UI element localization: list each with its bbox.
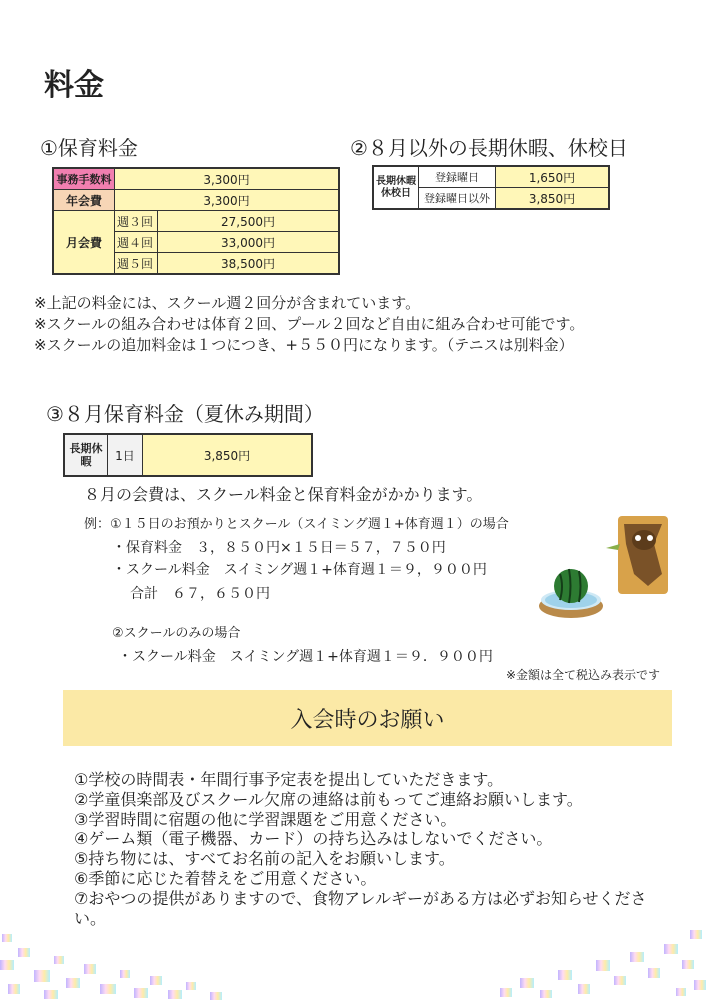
monthly-price: 33,000円 (158, 232, 340, 253)
monthly-fee-label: 月会費 (53, 211, 115, 275)
request-item: ④ゲーム類（電子機器、カード）の持ち込みはしないでください。 (74, 829, 553, 849)
request-item: ③学習時間に宿題の他に学習課題をご用意ください。 (74, 809, 457, 829)
note-line: ※スクールの組み合わせは体育２回、プール２回など自由に組み合わせ可能です。 (34, 315, 585, 333)
example-title: 例：①１５日のお預かりとスクール（スイミング週１+体育週１）の場合 (84, 517, 509, 532)
note-line: ※スクールの追加料金は１つにつき、+５５０円になります。（テニスは別料金） (34, 336, 574, 354)
request-item: ②学童倶楽部及びスクール欠席の連絡は前もってご連絡お願いします。 (74, 789, 583, 809)
section2-heading: ②８月以外の長期休暇、休校日 (350, 136, 628, 160)
holiday-day: 登録曜日 (419, 166, 496, 188)
monthly-price: 27,500円 (158, 211, 340, 232)
office-fee-label: 事務手数料 (53, 168, 115, 190)
august-description: ８月の会費は、スクール料金と保育料金がかかります。 (84, 485, 483, 504)
section3-heading: ③８月保育料金（夏休み期間） (46, 402, 324, 426)
cicada-icon (604, 514, 672, 594)
page-title: 料金 (44, 68, 104, 103)
annual-fee-value: 3,300円 (115, 190, 340, 211)
note-line: ※上記の料金には、スクール週２回分が含まれています。 (34, 294, 421, 312)
request-banner: 入会時のお願い (63, 690, 672, 746)
holiday-price: 3,850円 (496, 188, 610, 210)
august-unit: 1日 (108, 434, 143, 476)
office-fee-value: 3,300円 (115, 168, 340, 190)
childcare-fee-table (52, 167, 340, 275)
example-line: ・保育料金 ３，８５０円×１５日＝５７，７５０円 (112, 540, 446, 556)
tax-note: ※金額は全て税込み表示です (506, 668, 661, 682)
example-total: 合計 ６７，６５０円 (130, 586, 270, 602)
august-label: 長期休暇 (64, 434, 108, 476)
holiday-fee-table (372, 165, 610, 210)
annual-fee-label: 年会費 (53, 190, 115, 211)
example-line: ・スクール料金 スイミング週１+体育週１＝９，９００円 (112, 562, 487, 578)
watermelon-icon (536, 558, 606, 620)
holiday-label: 長期休暇休校日 (373, 166, 419, 209)
request-item: ⑦おやつの提供がありますので、食物アレルギーがある方は必ずお知らせください。 (74, 888, 647, 928)
example2-line: ・スクール料金 スイミング週１+体育週１＝９．９００円 (118, 649, 493, 665)
monthly-price: 38,500円 (158, 253, 340, 275)
monthly-freq: 週５回 (115, 253, 158, 275)
holiday-price: 1,650円 (496, 166, 610, 188)
august-price: 3,850円 (143, 434, 313, 476)
request-item: ⑥季節に応じた着替えをご用意ください。 (74, 868, 377, 888)
august-fee-table (63, 433, 313, 477)
holiday-day: 登録曜日以外 (419, 188, 496, 210)
request-item: ⑤持ち物には、すべてお名前の記入をお願いします。 (74, 849, 455, 869)
request-item: ①学校の時間表・年間行事予定表を提出していただきます。 (74, 770, 504, 789)
section1-heading: ①保育料金 (40, 136, 138, 160)
mosaic-decoration (0, 900, 707, 1000)
monthly-freq: 週３回 (115, 211, 158, 232)
monthly-freq: 週４回 (115, 232, 158, 253)
example2-title: ②スクールのみの場合 (112, 626, 241, 641)
